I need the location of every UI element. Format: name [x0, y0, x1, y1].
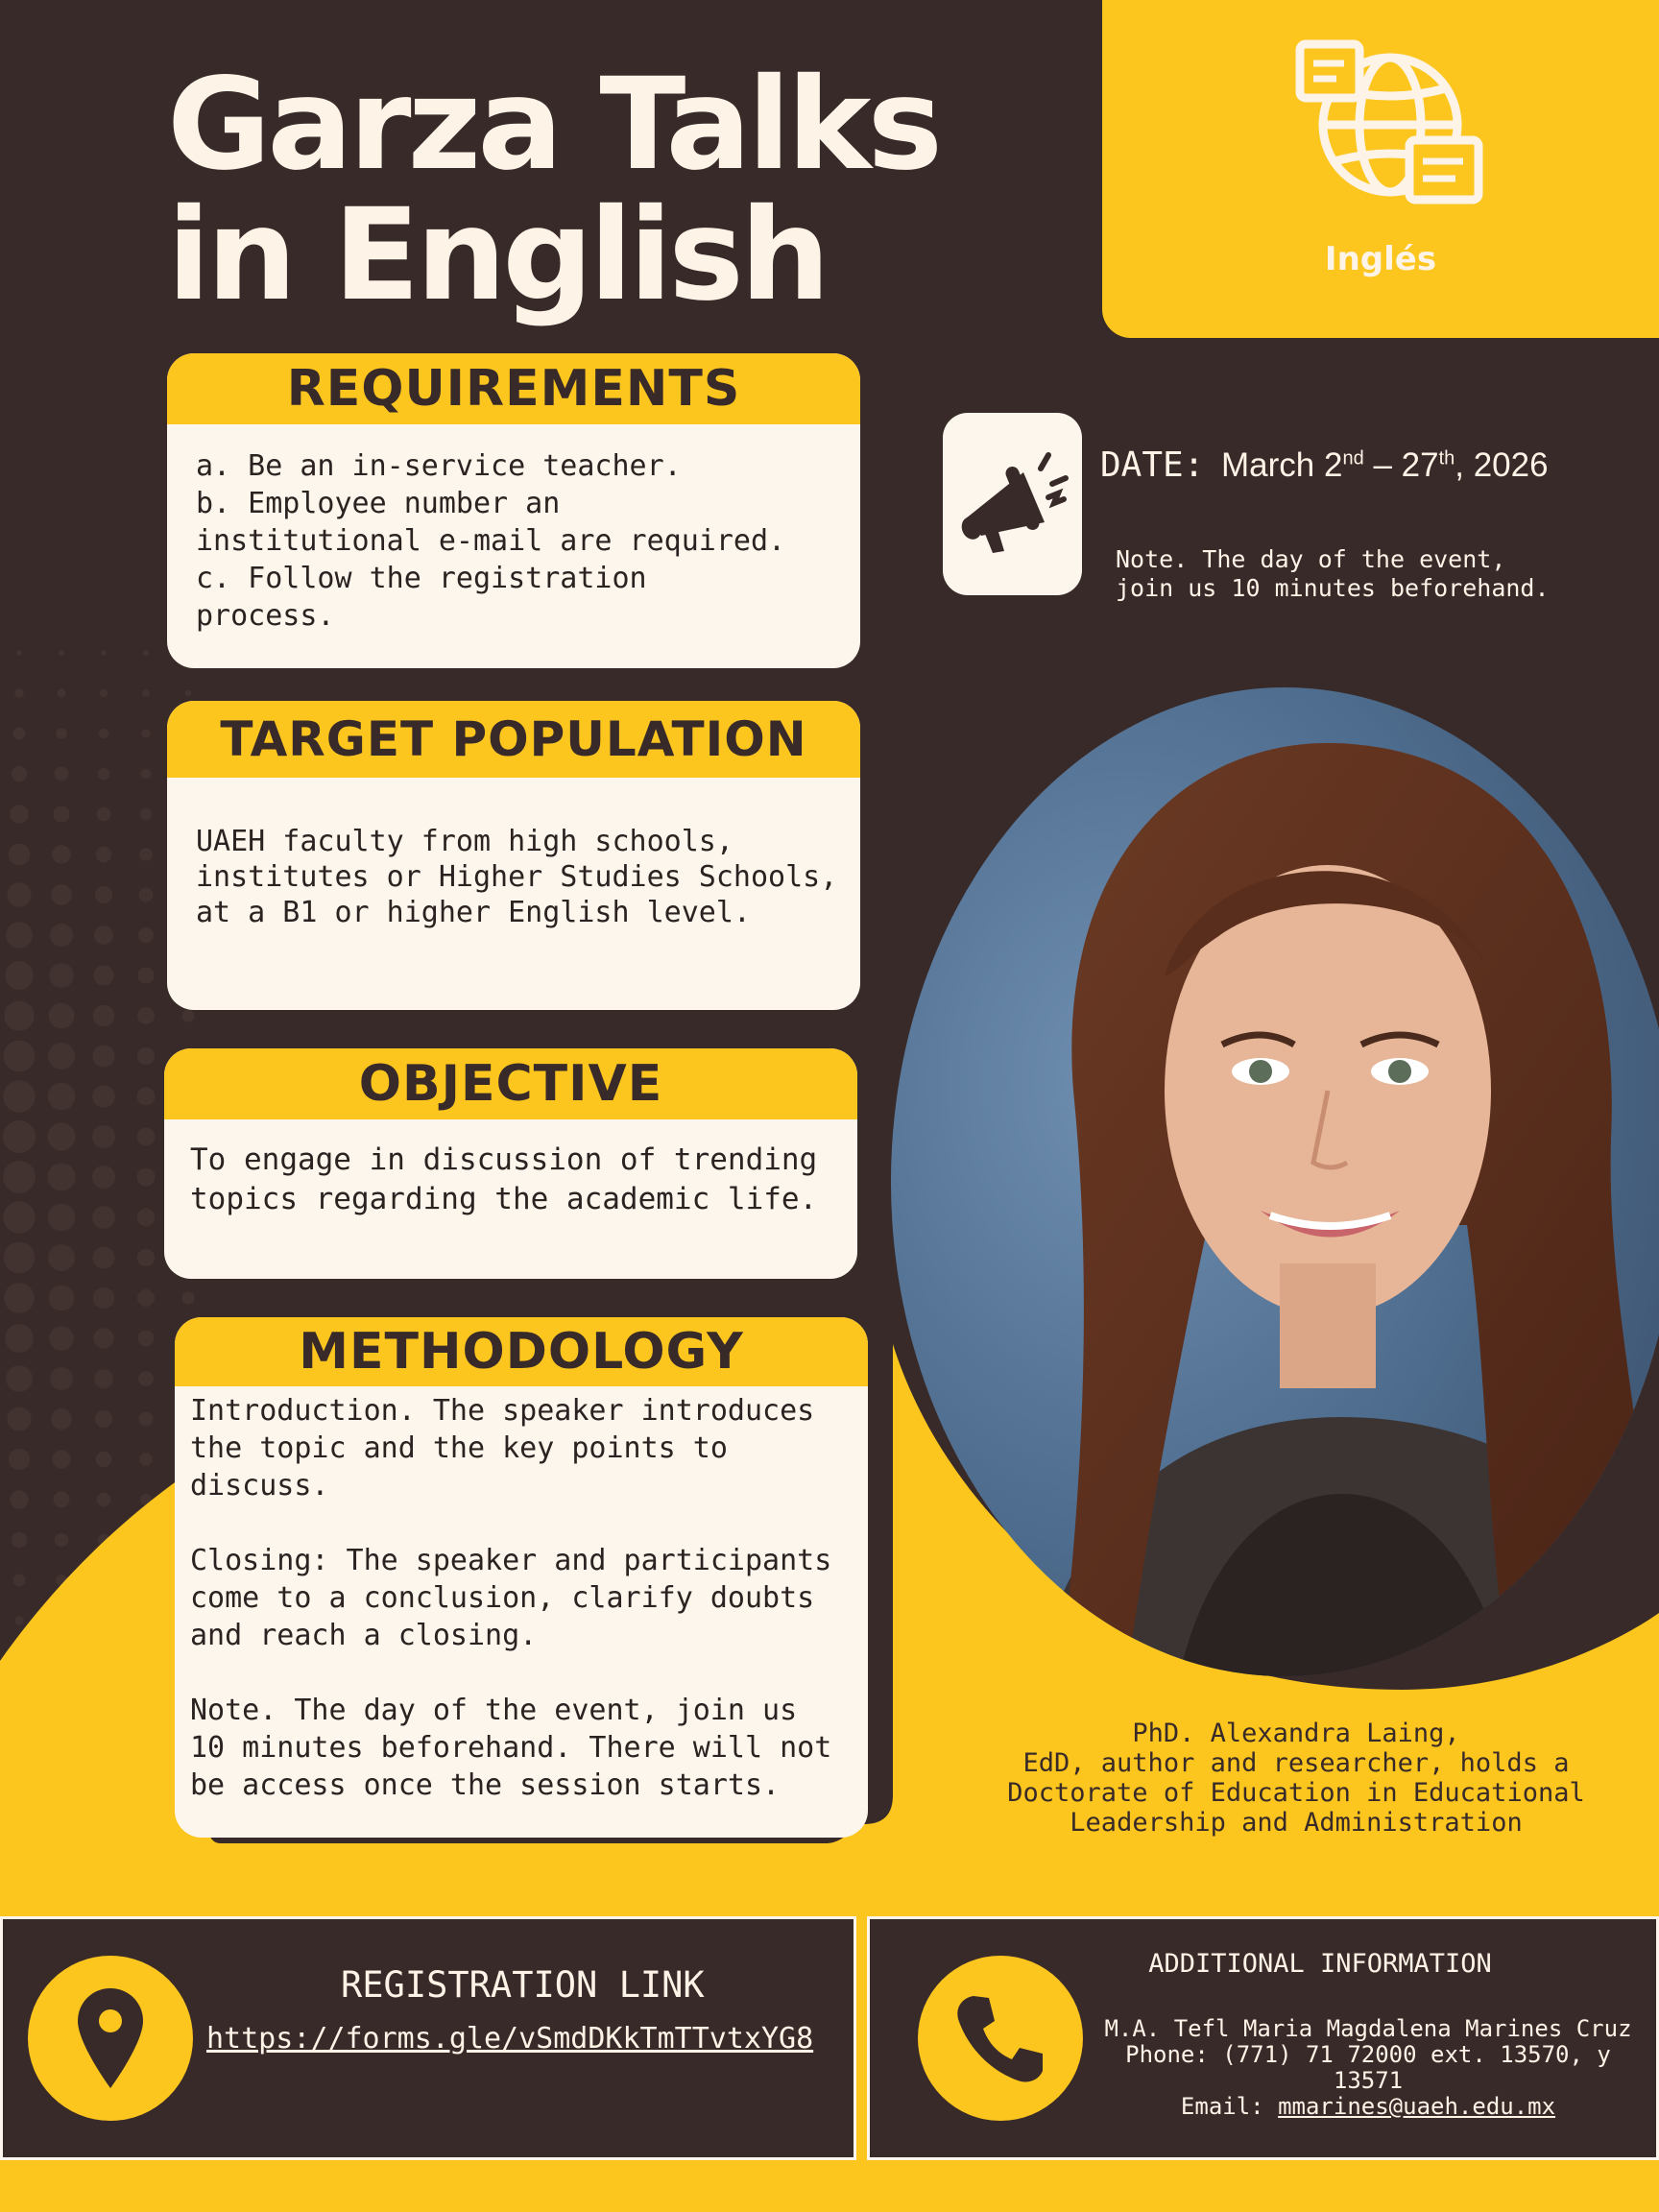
registration-link[interactable]: https://forms.gle/vSmdDKkTmTTvtxYG8 — [206, 2022, 814, 2056]
date-value: March 2nd – 27th, 2026 — [1221, 446, 1549, 484]
methodology-text: Introduction. The speaker introduces the topic and the key points to discuss. Closing: The speaker and participants come to a conclusion, clarify doubts and reach a closing. Note. The day of the event, join us 10 minutes beforehand. There will not be access once the session starts. — [190, 1394, 832, 1802]
target-population-card — [167, 701, 860, 1010]
footer-strip — [0, 2160, 1659, 2212]
phone-badge — [918, 1956, 1083, 2121]
location-badge — [28, 1956, 193, 2121]
location-pin-icon — [78, 1988, 143, 2088]
page-title-line-2: in English — [167, 181, 827, 329]
language-badge — [1102, 0, 1659, 338]
requirements-card — [167, 353, 860, 668]
objective-text: To engage in discussion of trending topics regarding the academic life. — [190, 1142, 818, 1216]
language-label: Inglés — [1324, 240, 1437, 278]
event-date — [1100, 445, 1549, 485]
additional-info-title: ADDITIONAL INFORMATION — [1148, 1949, 1492, 1979]
page-title-line-1: Garza Talks — [167, 51, 940, 199]
email-link[interactable]: mmarines@uaeh.edu.mx — [1278, 2093, 1556, 2120]
megaphone-icon — [956, 451, 1070, 557]
contact-name: M.A. Tefl Maria Magdalena Marines Cruz — [1104, 2015, 1632, 2042]
target-population-heading: TARGET POPULATION — [167, 701, 860, 778]
speaker-bio: PhD. Alexandra Laing, EdD, author and researcher, holds a Doctorate of Education in Educational Leadership and Administration — [1007, 1719, 1585, 1838]
methodology-card — [175, 1317, 868, 1838]
contact-phone: Phone: (771) 71 72000 ext. 13570, y 13571 — [1125, 2041, 1611, 2094]
methodology-heading: METHODOLOGY — [175, 1317, 868, 1386]
phone-icon — [956, 1992, 1045, 2084]
speaker-photo — [891, 687, 1659, 1676]
target-population-text: UAEH faculty from high schools, institutes or Higher Studies Schools, at a B1 or higher English level. — [196, 825, 838, 929]
date-label: DATE: — [1100, 445, 1205, 485]
registration-title: REGISTRATION LINK — [341, 1964, 705, 2006]
objective-card — [164, 1048, 857, 1279]
objective-heading: OBJECTIVE — [164, 1048, 857, 1119]
additional-info-details — [1104, 2016, 1632, 2120]
translation-globe-icon — [1294, 38, 1486, 211]
date-note: Note. The day of the event, join us 10 minutes beforehand. — [1116, 545, 1550, 602]
megaphone-badge — [943, 413, 1082, 595]
contact-email: Email: mmarines@uaeh.edu.mx — [1180, 2093, 1556, 2120]
requirements-text: a. Be an in-service teacher. b. Employee number an institutional e-mail are required. c. Follow the registration process. — [196, 449, 786, 633]
requirements-heading: REQUIREMENTS — [167, 353, 860, 424]
